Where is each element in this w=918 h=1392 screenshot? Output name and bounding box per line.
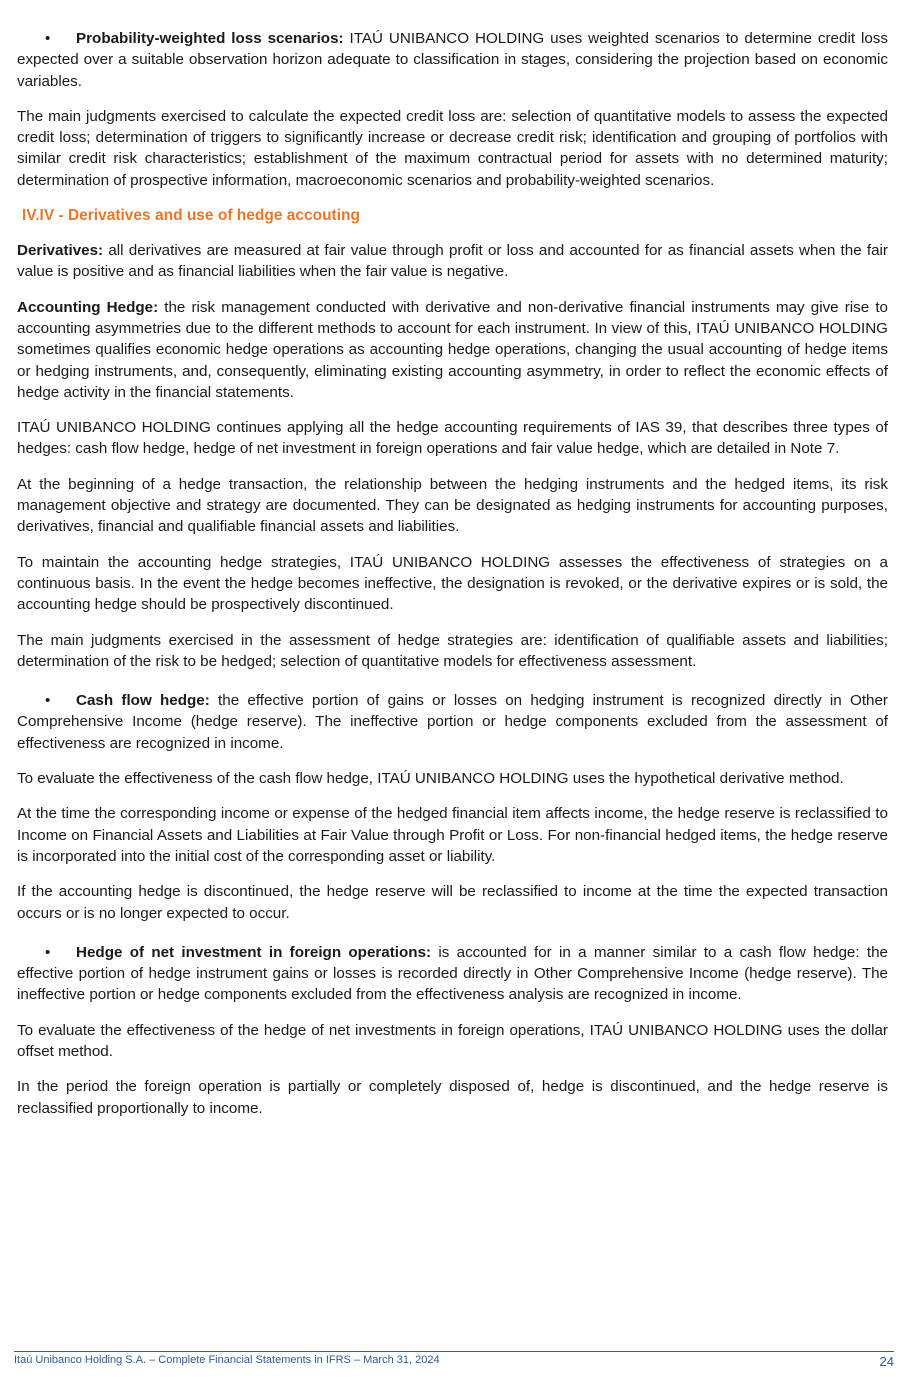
paragraph: At the time the corresponding income or expense of the hedged financial item affects income, the hedge reserve is reclassified to Income on Financial Assets and Liabilities at Fair Value through Profit or Loss. For non-financial hedged items, the hedge reserve is incorporated into the initial cost of the corresponding asset or liability. xyxy=(17,805,888,865)
paragraph: At the beginning of a hedge transaction, the relationship between the hedging instruments and the hedged items, its risk management objective and strategy are documented. They can be designated as hedging instruments for accounting purposes, derivatives, financial and qualifiable financial assets and liabilities. xyxy=(17,475,888,536)
bullet-title: Cash flow hedge: xyxy=(76,692,210,710)
paragraph: The main judgments exercised to calculate the expected credit loss are: selection of quantitative models to assess the expected credit loss; determination of triggers to significantly increase or decrease credit risk; identification and grouping of portfolios with similar credit risk characteristics; establishment of the maximum contractual period for assets with no determined maturity; determination of prospective information, macroeconomic scenarios and probability-weighted scenarios. xyxy=(17,107,888,189)
page-number: 24 xyxy=(879,1354,894,1369)
bullet-title: Hedge of net investment in foreign operations: xyxy=(76,943,432,961)
term-text: all derivatives are measured at fair value through profit or loss and accounted for as financial assets when the fair value is positive and as financial liabilities when the fair value is negative. xyxy=(17,242,888,281)
page-footer xyxy=(14,1351,894,1369)
bullet-cash-flow-hedge xyxy=(17,690,888,754)
paragraph: In the period the foreign operation is partially or completely disposed of, hedge is discontinued, and the hedge reserve is reclassified proportionally to income. xyxy=(17,1078,888,1117)
term-title: Accounting Hedge: xyxy=(17,298,159,316)
bullet-icon: • xyxy=(45,30,51,47)
paragraph: ITAÚ UNIBANCO HOLDING continues applying all the hedge accounting requirements of IAS 39, that describes three types of hedges: cash flow hedge, hedge of net investment in foreign operations and fair value hedge, which are detailed in Note 7. xyxy=(17,419,888,458)
bullet-icon: • xyxy=(45,692,51,710)
term-title: Derivatives: xyxy=(17,242,104,260)
paragraph: To maintain the accounting hedge strategies, ITAÚ UNIBANCO HOLDING assesses the effectiveness of strategies on a continuous basis. In the event the hedge becomes ineffective, the designation is revoked, or the derivative expires or is sold, the accounting hedge should be prospectively discontinued. xyxy=(17,553,888,614)
paragraph: To evaluate the effectiveness of the cash flow hedge, ITAÚ UNIBANCO HOLDING uses the hypothetical derivative method. xyxy=(17,770,844,788)
paragraph-derivatives xyxy=(17,240,888,283)
bullet-text: is accounted for in a manner similar to a cash flow hedge: the effective portion of hedge instrument gains or losses is recorded directly in Other Comprehensive Income (hedge reserve). The ineffective portion or hedge components excluded from the effectiveness analysis are recognized in income. xyxy=(17,943,888,1004)
paragraph-accounting-hedge xyxy=(17,297,888,403)
paragraph: To evaluate the effectiveness of the hedge of net investments in foreign operations, ITAÚ UNIBANCO HOLDING uses the dollar offset method. xyxy=(17,1021,888,1060)
bullet-net-investment-hedge xyxy=(17,942,888,1006)
term-text: the risk management conducted with derivative and non-derivative financial instruments may give rise to accounting asymmetries due to the different methods to account for each instrument. In view of this, ITAÚ UNIBANCO HOLDING sometimes qualifies economic hedge operations as accounting hedge operations, changing the usual accounting of hedge items or hedging instruments, and, consequently, eliminating existing accounting asymmetry, in order to reflect the economic effects of hedge activity in the financial statements. xyxy=(17,298,888,401)
paragraph: The main judgments exercised in the assessment of hedge strategies are: identification of qualifiable assets and liabilities; determination of the risk to be hedged; selection of quantitative models for effectiveness assessment. xyxy=(17,631,888,670)
paragraph: If the accounting hedge is discontinued, the hedge reserve will be reclassified to income at the time the expected transaction occurs or is no longer expected to occur. xyxy=(17,883,888,922)
bullet-text: the effective portion of gains or losses on hedging instrument is recognized directly in Other Comprehensive Income (hedge reserve). The ineffective portion or hedge components excluded from the assessment of effectiveness are recognized in income. xyxy=(17,692,888,752)
document-body xyxy=(17,28,888,1133)
footer-text: Itaú Unibanco Holding S.A. – Complete Financial Statements in IFRS – March 31, 2024 xyxy=(14,1354,440,1366)
bullet-text: ITAÚ UNIBANCO HOLDING uses weighted scenarios to determine credit loss expected over a suitable observation horizon adequate to classification in stages, considering the projection based on economic variables. xyxy=(17,30,888,90)
section-heading: IV.IV - Derivatives and use of hedge accouting xyxy=(22,207,360,225)
bullet-title: Probability-weighted loss scenarios: xyxy=(76,30,344,47)
bullet-probability-weighted xyxy=(17,28,888,92)
bullet-icon: • xyxy=(45,943,51,961)
